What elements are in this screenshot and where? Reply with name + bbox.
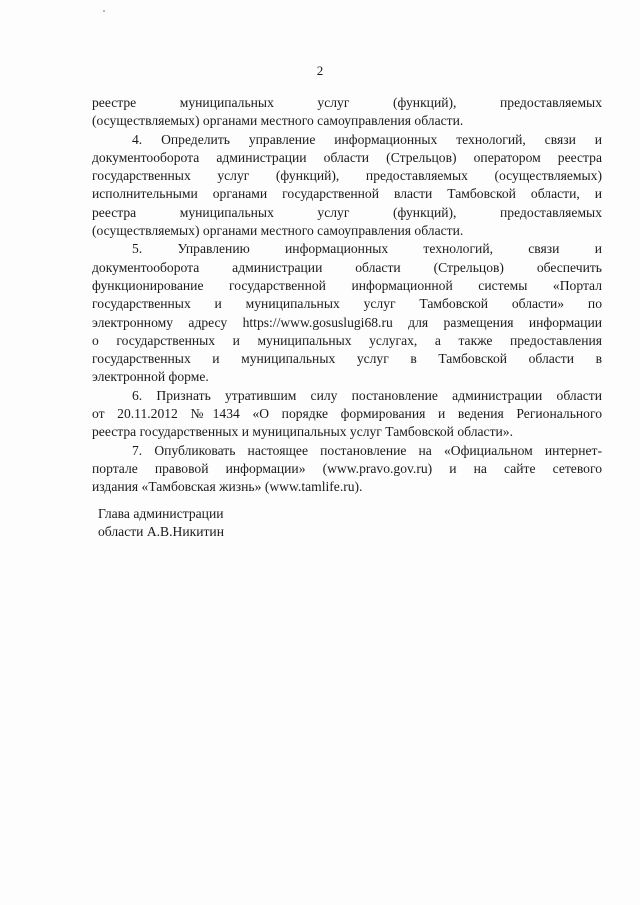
- text-line: реестре муниципальных услуг (функций), предоставляемых: [92, 95, 602, 110]
- paragraph-5-start: 5. Управлению информационных технологий, связи и: [132, 241, 602, 257]
- signature-name: области А.В.Никитин: [98, 524, 224, 539]
- page-number: 2: [316, 63, 324, 78]
- paragraph-4-start: 4. Определить управление информационных технологий, связи и: [132, 131, 602, 147]
- text-line: документооборота администрации области (Стрельцов) оператором реестра: [92, 149, 602, 165]
- signature-title: Глава администрации: [98, 506, 224, 521]
- text-line: государственных и муниципальных услуг Тамбовской области» по: [92, 296, 602, 312]
- text-line: о государственных и муниципальных услугах, а также предоставления: [92, 332, 602, 348]
- text-line: государственных и муниципальных услуг в Тамбовской области в: [92, 351, 602, 367]
- text-line: реестра государственных и муниципальных услуг Тамбовской области».: [92, 424, 513, 440]
- text-line: издания «Тамбовская жизнь» (www.tamlife.ru).: [92, 479, 363, 495]
- text-line: (осуществляемых) органами местного самоуправления области.: [92, 223, 464, 239]
- text-line: электронному адресу https://www.gosuslugi68.ru для размещения информации: [92, 314, 602, 330]
- signature-block: [98, 505, 224, 541]
- paragraph-6-start: 6. Признать утратившим силу постановление администрации области: [132, 387, 602, 403]
- text-line: (осуществляемых) органами местного самоуправления области.: [92, 113, 464, 129]
- scan-speck: [103, 10, 105, 12]
- text-line: реестра муниципальных услуг (функций), предоставляемых: [92, 204, 602, 220]
- text-line: государственных услуг (функций), предоставляемых (осуществляемых): [92, 168, 602, 184]
- text-line: электронной форме.: [92, 369, 209, 385]
- text-line: портале правовой информации» (www.pravo.gov.ru) и на сайте сетевого: [92, 460, 602, 476]
- text-line: функционирование государственной информационной системы «Портал: [92, 277, 602, 293]
- document-body: [92, 94, 602, 497]
- text-line: документооборота администрации области (Стрельцов) обеспечить: [92, 259, 602, 275]
- text-line: исполнительными органами государственной власти Тамбовской области, и: [92, 186, 602, 202]
- paragraph-7-start: 7. Опубликовать настоящее постановление на «Официальном интернет-: [132, 442, 602, 458]
- text-line: от 20.11.2012 №1434 «О порядке формирования и ведения Регионального: [92, 406, 602, 422]
